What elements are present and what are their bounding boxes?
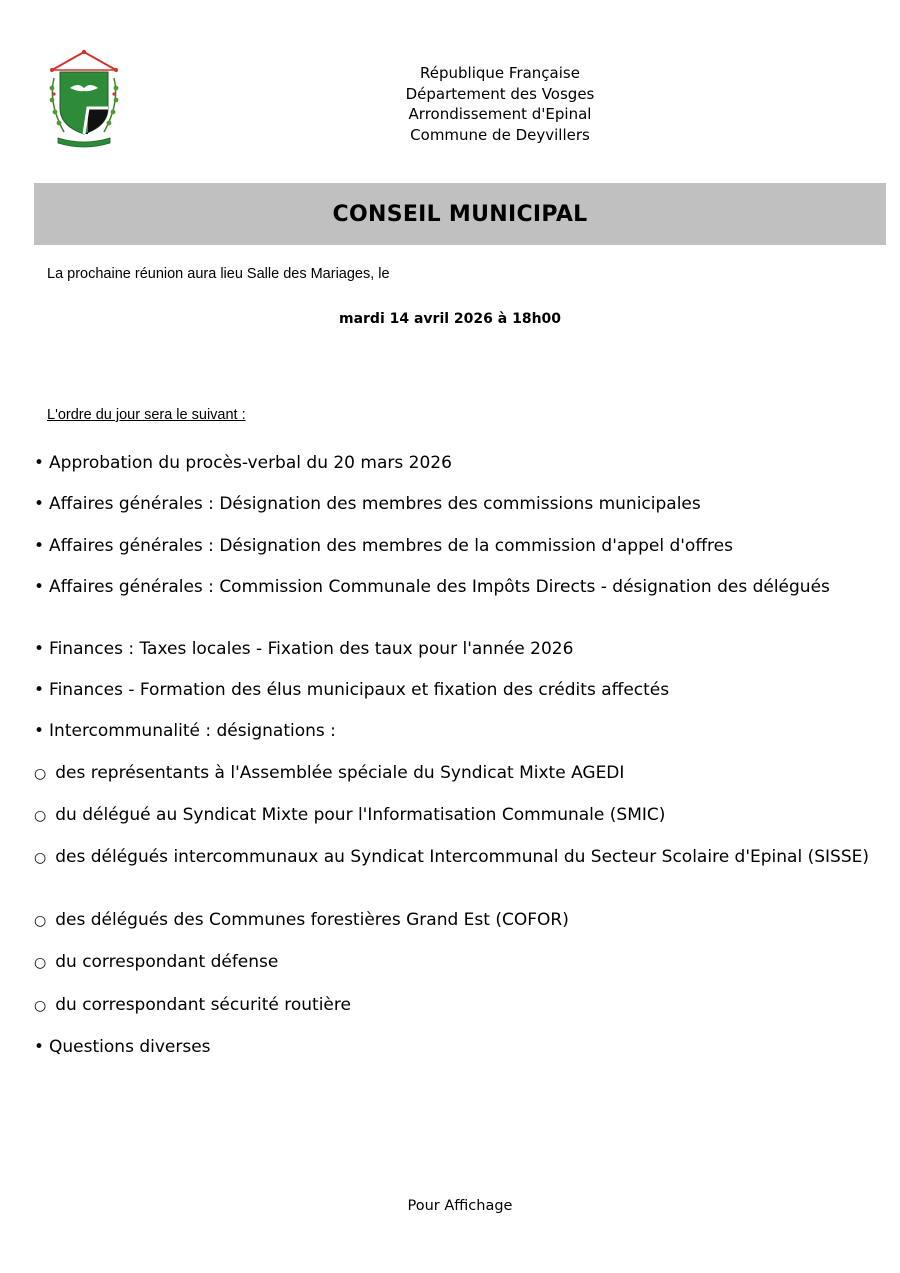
bullet-icon: • xyxy=(34,453,45,473)
bullet-icon: • xyxy=(34,494,45,514)
agenda-label: L'ordre du jour sera le suivant : xyxy=(47,407,246,423)
bullet-icon: • xyxy=(34,1037,45,1057)
header-line-department: Département des Vosges xyxy=(405,84,595,103)
administrative-header xyxy=(300,63,700,145)
page-title: CONSEIL MUNICIPAL xyxy=(332,201,588,227)
agenda-item: • Affaires générales : Désignation des membres de la commission d'appel d'offres xyxy=(34,536,733,556)
agenda-subitem: ○ des délégués des Communes forestières Grand Est (COFOR) xyxy=(34,910,569,930)
meeting-intro-text: La prochaine réunion aura lieu Salle des Mariages, le xyxy=(47,266,390,282)
header-line-arrondissement: Arrondissement d'Epinal xyxy=(408,105,592,123)
circle-bullet-icon: ○ xyxy=(34,850,47,866)
header-line-commune: Commune de Deyvillers xyxy=(410,125,590,144)
bullet-icon: • xyxy=(34,536,45,556)
meeting-datetime: mardi 14 avril 2026 à 18h00 xyxy=(338,311,562,327)
coat-of-arms-logo xyxy=(44,48,124,148)
circle-bullet-icon: ○ xyxy=(34,913,47,929)
circle-bullet-icon: ○ xyxy=(34,955,47,971)
bullet-icon: • xyxy=(34,639,45,659)
agenda-item: • Affaires générales : Désignation des membres des commissions municipales xyxy=(34,494,701,514)
agenda-item: • Questions diverses xyxy=(34,1037,211,1057)
circle-bullet-icon: ○ xyxy=(34,766,47,782)
circle-bullet-icon: ○ xyxy=(34,808,47,824)
agenda-subitem: ○ du délégué au Syndicat Mixte pour l'Informatisation Communale (SMIC) xyxy=(34,805,666,825)
bullet-icon: • xyxy=(34,721,45,741)
circle-bullet-icon: ○ xyxy=(34,998,47,1014)
header-line-republic: République Française xyxy=(420,64,580,82)
agenda-subitem: ○ des délégués intercommunaux au Syndicat Intercommunal du Secteur Scolaire d'Epinal (SISSE) xyxy=(34,847,869,867)
agenda-item: • Intercommunalité : désignations : xyxy=(34,721,336,741)
agenda-subitem: ○ des représentants à l'Assemblée spéciale du Syndicat Mixte AGEDI xyxy=(34,763,625,783)
title-banner xyxy=(34,183,886,245)
agenda-item: • Approbation du procès-verbal du 20 mars 2026 xyxy=(34,453,452,473)
footer-note: Pour Affichage xyxy=(407,1198,513,1214)
agenda-item: • Finances : Taxes locales - Fixation des taux pour l'année 2026 xyxy=(34,639,574,659)
bullet-icon: • xyxy=(34,577,45,597)
bullet-icon: • xyxy=(34,680,45,700)
agenda-item: • Finances - Formation des élus municipaux et fixation des crédits affectés xyxy=(34,680,670,700)
agenda-item: • Affaires générales : Commission Communale des Impôts Directs - désignation des délégués xyxy=(34,577,830,597)
agenda-subitem: ○ du correspondant défense xyxy=(34,952,279,972)
agenda-subitem: ○ du correspondant sécurité routière xyxy=(34,995,351,1015)
